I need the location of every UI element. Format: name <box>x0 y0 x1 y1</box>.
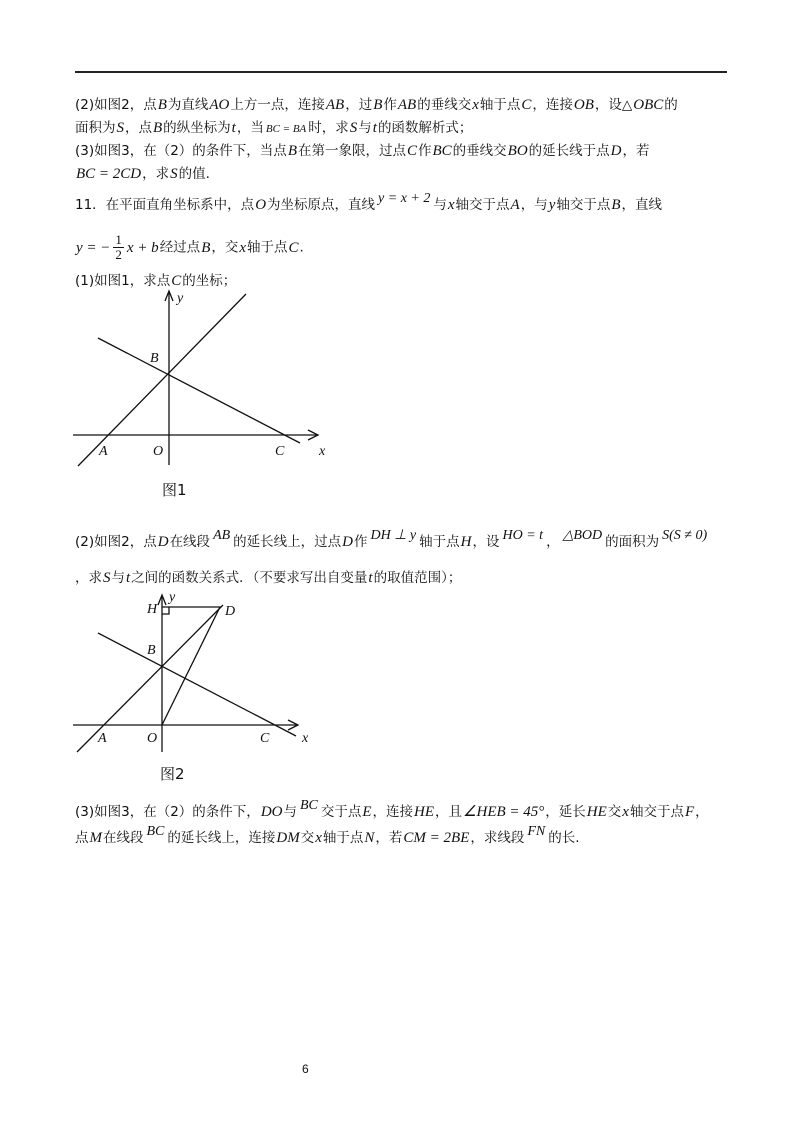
math-expr: S <box>103 570 111 586</box>
math-expr: x <box>622 804 629 820</box>
math-expr: ∠HEB = 45° <box>463 804 545 820</box>
math-expr: A <box>510 197 520 213</box>
text-run: 交 <box>300 830 315 846</box>
text-run: 在线段 <box>169 534 211 550</box>
text-run: 与 <box>283 804 297 820</box>
text-run: ，设△ <box>594 97 633 113</box>
math-expr: C <box>406 143 417 159</box>
math-expr: BC = 2CD <box>76 166 142 182</box>
header-rule <box>75 71 727 73</box>
math-expr-raised: BC <box>146 824 165 839</box>
text-run: ，交 <box>211 239 239 256</box>
text-run: ，与 <box>520 197 548 213</box>
text-run: 交 <box>607 804 622 820</box>
math-expr: x <box>447 197 455 213</box>
math-expr: t <box>372 120 377 136</box>
text-run: 点 <box>75 830 89 846</box>
math-expr-raised: FN <box>527 824 546 839</box>
text-run: 的延长线上，连接 <box>167 830 276 846</box>
math-expr: D <box>342 534 354 550</box>
math-expr: x <box>472 97 479 113</box>
math-expr-raised: DH ⊥ y <box>370 528 417 543</box>
q11-part2-line1 <box>75 528 710 553</box>
math-expr: E <box>362 804 372 820</box>
math-expr: y = − <box>76 239 111 256</box>
text-run: 的函数解析式； <box>377 120 473 136</box>
q11-stem-line2 <box>75 233 304 262</box>
math-expr: H <box>460 534 472 550</box>
text-run: ， <box>546 534 560 550</box>
line-bc <box>98 338 300 443</box>
text-run: ，连接 <box>372 804 414 820</box>
text-run: 轴交于点 <box>556 197 611 213</box>
math-expr-raised: BC <box>299 798 318 813</box>
math-expr: D <box>157 534 169 550</box>
text-run: 为坐标原点，直线 <box>267 197 376 213</box>
q11-stem-line1 <box>75 191 663 216</box>
text-run: ，求 <box>142 166 170 182</box>
text-run: ，设 <box>472 534 500 550</box>
text-run: 的垂线交 <box>417 97 472 113</box>
label-b: B <box>147 643 156 658</box>
text-run: (3)如图3，在（2）的条件下，当点 <box>75 143 287 159</box>
math-expr: C <box>171 273 182 289</box>
math-expr: x + b <box>126 239 159 256</box>
q10-part2-line2 <box>75 118 472 139</box>
text-run: ，求 <box>75 570 102 586</box>
text-run: ，求线段 <box>470 830 525 846</box>
math-expr: O <box>255 197 267 213</box>
text-run: 的延长线上，过点 <box>233 534 342 550</box>
right-angle-mark-icon <box>162 607 169 614</box>
math-expr: OB <box>573 97 594 113</box>
label-a: A <box>98 731 107 746</box>
text-run: 轴交于点 <box>629 804 684 820</box>
math-expr: t <box>368 570 373 586</box>
math-expr-raised: AB <box>213 528 231 543</box>
text-run: 与 <box>111 570 125 586</box>
math-expr: BO <box>507 143 528 159</box>
figure-2 <box>60 588 320 758</box>
math-expr: S <box>349 120 358 136</box>
math-expr: AB <box>397 97 417 113</box>
math-expr: x <box>315 830 322 846</box>
math-expr-raised: y = x + 2 <box>378 191 431 206</box>
label-o: O <box>153 444 164 459</box>
text-run: ，延长 <box>545 804 586 820</box>
math-expr: DM <box>276 830 300 846</box>
label-y: y <box>177 291 184 306</box>
math-expr: AO <box>209 97 230 113</box>
q10-part2-line1 <box>75 95 678 115</box>
text-run: 11．在平面直角坐标系中，点 <box>75 197 255 213</box>
text-run: 的面积为 <box>605 534 660 550</box>
math-expr: B <box>201 239 211 256</box>
q10-part3-line2 <box>75 164 210 184</box>
math-expr: t <box>231 120 236 136</box>
text-run: 轴于点 <box>322 830 364 846</box>
text-run: 作 <box>383 97 397 113</box>
text-run: 的取值范围）； <box>373 570 462 586</box>
q10-part3-line1 <box>75 141 650 161</box>
text-run: 面积为 <box>75 120 116 136</box>
fraction <box>113 233 124 262</box>
math-expr: AB <box>325 97 345 113</box>
figure-1 <box>60 285 335 475</box>
label-c: C <box>275 444 285 459</box>
text-run: 交于点 <box>320 804 362 820</box>
text-run: 的坐标； <box>182 273 237 289</box>
fraction-numerator: 1 <box>115 232 122 247</box>
text-run: (3)如图3，在（2）的条件下， <box>75 804 260 820</box>
text-run: ， <box>695 804 709 820</box>
text-run: 为直线 <box>167 97 209 113</box>
math-expr: B <box>157 97 167 113</box>
math-expr: CM = 2BE <box>403 830 470 846</box>
text-run: 的延长线于点 <box>528 143 610 159</box>
text-run: ，直线 <box>621 197 663 213</box>
math-expr: M <box>89 830 102 846</box>
text-run: 上方一点，连接 <box>230 97 325 113</box>
label-o: O <box>147 731 158 746</box>
segment-od <box>162 607 220 725</box>
fraction-denominator: 2 <box>115 247 122 262</box>
text-run: 的垂线交 <box>452 143 507 159</box>
figure-2-caption: 图2 <box>160 765 185 783</box>
math-expr: D <box>610 143 622 159</box>
page-number: 6 <box>302 1062 309 1076</box>
text-run: 经过点 <box>159 239 201 256</box>
q11-part3-line2 <box>75 824 580 849</box>
text-run: 在线段 <box>103 830 144 846</box>
text-run: 轴于点 <box>247 239 288 256</box>
math-expr-small: BC = BA <box>265 123 307 135</box>
text-run: 的 <box>664 97 678 113</box>
text-run: 之间的函数关系式．（不要求写出自变量 <box>131 570 368 586</box>
math-expr: B <box>611 197 621 213</box>
text-run: (2)如图2，点 <box>75 97 157 113</box>
text-run: ，且 <box>435 804 463 820</box>
math-expr-raised: HO = t <box>502 528 544 543</box>
text-run: . <box>299 239 304 256</box>
text-run: 与 <box>358 120 372 136</box>
math-expr: F <box>684 804 695 820</box>
math-expr: C <box>521 97 532 113</box>
text-run: 作 <box>418 143 432 159</box>
text-run: ，过 <box>345 97 373 113</box>
math-expr: B <box>287 143 297 159</box>
q11-part3-line1 <box>75 798 709 823</box>
label-a: A <box>99 444 108 459</box>
text-run: (1)如图1，求点 <box>75 273 171 289</box>
text-run: 轴交于点 <box>455 197 510 213</box>
text-run: 作 <box>354 534 368 550</box>
text-run: ，若 <box>622 143 650 159</box>
line-ab <box>78 294 246 466</box>
math-expr: S <box>116 120 124 136</box>
line-bc <box>98 633 296 736</box>
text-run: 的长. <box>548 830 580 846</box>
label-x: x <box>319 444 326 459</box>
text-run: ，当 <box>236 120 264 136</box>
math-expr: N <box>364 830 375 846</box>
math-expr: HE <box>586 804 607 820</box>
math-expr: C <box>288 239 299 256</box>
line-ad <box>77 605 223 752</box>
math-expr: y <box>548 197 556 213</box>
text-run: 时，求 <box>308 120 349 136</box>
label-c: C <box>260 731 270 746</box>
math-expr: x <box>239 239 247 256</box>
math-expr: BC <box>432 143 452 159</box>
math-expr: HE <box>414 804 435 820</box>
label-x: x <box>302 731 309 746</box>
label-b: B <box>150 351 159 366</box>
text-run: 的纵坐标为 <box>163 120 231 136</box>
math-expr: t <box>126 570 131 586</box>
text-run: 与 <box>433 197 447 213</box>
math-expr: OBC <box>633 97 664 113</box>
text-run: ，若 <box>375 830 403 846</box>
math-expr-raised: △BOD <box>562 528 603 543</box>
text-run: 的值. <box>178 166 210 182</box>
math-expr-raised: S(S ≠ 0) <box>662 528 708 543</box>
text-run: (2)如图2，点 <box>75 534 157 550</box>
text-run: 轴于点 <box>419 534 460 550</box>
text-run: ，点 <box>125 120 152 136</box>
text-run: 在第一象限，过点 <box>297 143 406 159</box>
math-expr: DO <box>260 804 283 820</box>
math-expr: S <box>170 166 178 182</box>
math-expr: B <box>373 97 383 113</box>
math-expr: B <box>153 120 163 136</box>
label-y: y <box>169 590 176 605</box>
q11-part2-line2 <box>75 568 461 588</box>
label-d: D <box>225 604 236 619</box>
label-h: H <box>147 602 158 617</box>
text-run: ，连接 <box>532 97 573 113</box>
text-run: 轴于点 <box>479 97 521 113</box>
figure-1-caption: 图1 <box>162 481 187 499</box>
